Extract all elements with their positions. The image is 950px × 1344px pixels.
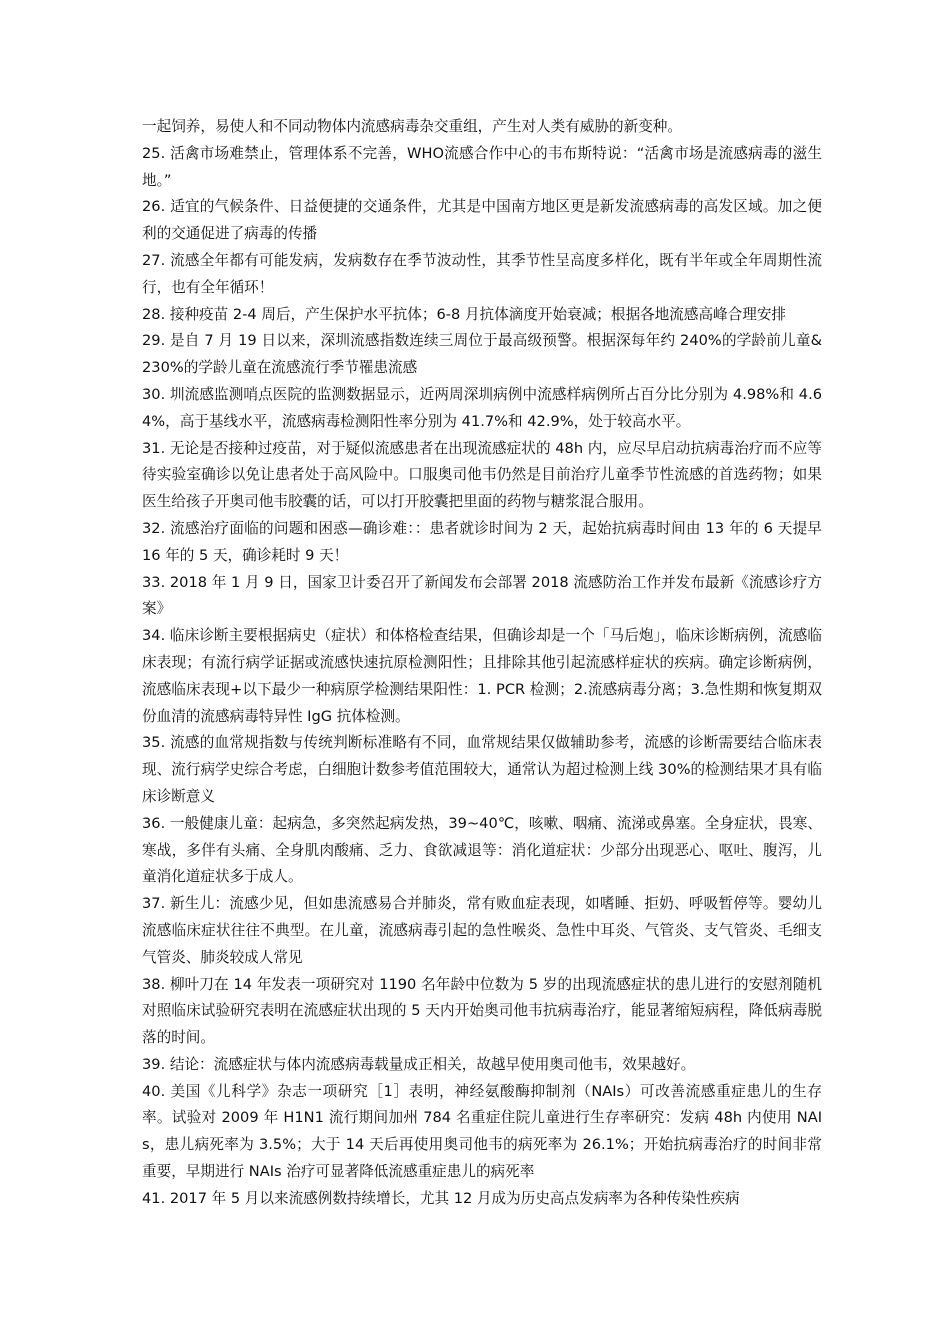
paragraph-31: 31. 无论是否接种过疫苗，对于疑似流感患者在出现流感症状的 48h 内，应尽早启动抗病毒治疗而不应等待实验室确诊以免让患者处于高风险中。口服奥司他韦仍然是目前治疗儿童季节性流感的首选药物；如果医生给孩子开奥司他韦胶囊的话，可以打开胶囊把里面的药物与糖浆混合服用。: [142, 439, 822, 511]
paragraph-34: 34. 临床诊断主要根据病史（症状）和体格检查结果，但确诊却是一个「马后炮」，临床诊断病例，流感临床表现；有流行病学证据或流感快速抗原检测阳性；且排除其他引起流感样症状的疾病。确定诊断病例，流感临床表现+以下最少一种病原学检测结果阳性：1. PCR 检测；2.流感病毒分离；3.急性期和恢复期双份血清的流感病毒特异性 IgG 抗体检测。: [142, 627, 822, 725]
paragraph-32: 32. 流感治疗面临的问题和困惑—确诊难：：患者就诊时间为 2 天，起始抗病毒时间由 13 年的 6 天提早 16 年的 5 天，确诊耗时 9 天！: [142, 519, 822, 564]
paragraph-27: 27. 流感全年都有可能发病，发病数存在季节波动性，其季节性呈高度多样化，既有半年或全年周期性流行，也有全年循环！: [142, 251, 822, 296]
paragraph-29: 29. 是自 7 月 19 日以来，深圳流感指数连续三周位于最高级预警。根据深每年约 240%的学龄前儿童&230%的学龄儿童在流感流行季节罹患流感: [142, 332, 822, 377]
paragraph-41: 41. 2017 年 5 月以来流感例数持续增长，尤其 12 月成为历史高点发病率为各种传染性疾病: [142, 1189, 740, 1207]
document-body: [142, 114, 822, 1213]
paragraph-28: 28. 接种疫苗 2-4 周后，产生保护水平抗体；6-8 月抗体滴度开始衰减；根据各地流感高峰合理安排: [142, 305, 787, 323]
paragraph-39: 39. 结论：流感症状与体内流感病毒载量成正相关，故越早使用奥司他韦，效果越好。: [142, 1055, 696, 1073]
paragraph-26: 26. 适宜的气候条件、日益便捷的交通条件，尤其是中国南方地区更是新发流感病毒的高发区域。加之便利的交通促进了病毒的传播: [142, 198, 822, 243]
paragraph-24-continued: 一起饲养，易使人和不同动物体内流感病毒杂交重组，产生对人类有威胁的新变种。: [142, 118, 682, 135]
paragraph-25: 25. 活禽市场难禁止，管理体系不完善，WHO流感合作中心的韦布斯特说：“活禽市场是流感病毒的滋生地。”: [142, 144, 822, 189]
paragraph-37: 37. 新生儿：流感少见，但如患流感易合并肺炎，常有败血症表现，如嗜睡、拒奶、呼吸暂停等。婴幼儿流感临床症状往往不典型。在儿童，流感病毒引起的急性喉炎、急性中耳炎、气管炎、支气管炎、毛细支气管炎、肺炎较成人常见: [142, 895, 822, 966]
paragraph-33: 33. 2018 年 1 月 9 日，国家卫计委召开了新闻发布会部署 2018 流感防治工作并发布最新《流感诊疗方案》: [142, 573, 822, 618]
paragraph-38: 38. 柳叶刀在 14 年发表一项研究对 1190 名年龄中位数为 5 岁的出现流感症状的患儿进行的安慰剂随机对照临床试验研究表明在流感症状出现的 5 天内开始奥司他韦抗病毒治疗，能显著缩短病程，降低病毒脱落的时间。: [142, 975, 822, 1047]
paragraph-30: 30. 圳流感监测哨点医院的监测数据显示，近两周深圳病例中流感样病例所占百分比分别为 4.98%和 4.64%，高于基线水平，流感病毒检测阳性率分别为 41.7%和 42.9%，处于较高水平。: [142, 385, 822, 430]
paragraph-40: 40. 美国《儿科学》杂志一项研究［1］表明，神经氨酸酶抑制剂（NAIs）可改善流感重症患儿的生存率。试验对 2009 年 H1N1 流行期间加州 784 名重症住院儿童进行生存率研究：发病 48h 内使用 NAIs，患儿病死率为 3.5%；大于 14 天后再使用奥司他韦的病死率为 26.1%；开始抗病毒治疗的时间非常重要，早期进行 NAIs 治疗可显著降低流感重症患儿的病死率: [142, 1082, 822, 1181]
paragraph-35: 35. 流感的血常规指数与传统判断标准略有不同，血常规结果仅做辅助参考，流感的诊断需要结合临床表现、流行病学史综合考虑，白细胞计数参考值范围较大，通常认为超过检测上线 30%的检测结果才具有临床诊断意义: [142, 734, 822, 805]
paragraph-36: 36. 一般健康儿童：起病急，多突然起病发热，39~40℃，咳嗽、咽痛、流涕或鼻塞。全身症状，畏寒、寒战，多伴有头痛、全身肌肉酸痛、乏力、食欲减退等：消化道症状：少部分出现恶心、呕吐、腹泻，儿童消化道症状多于成人。: [142, 814, 822, 886]
